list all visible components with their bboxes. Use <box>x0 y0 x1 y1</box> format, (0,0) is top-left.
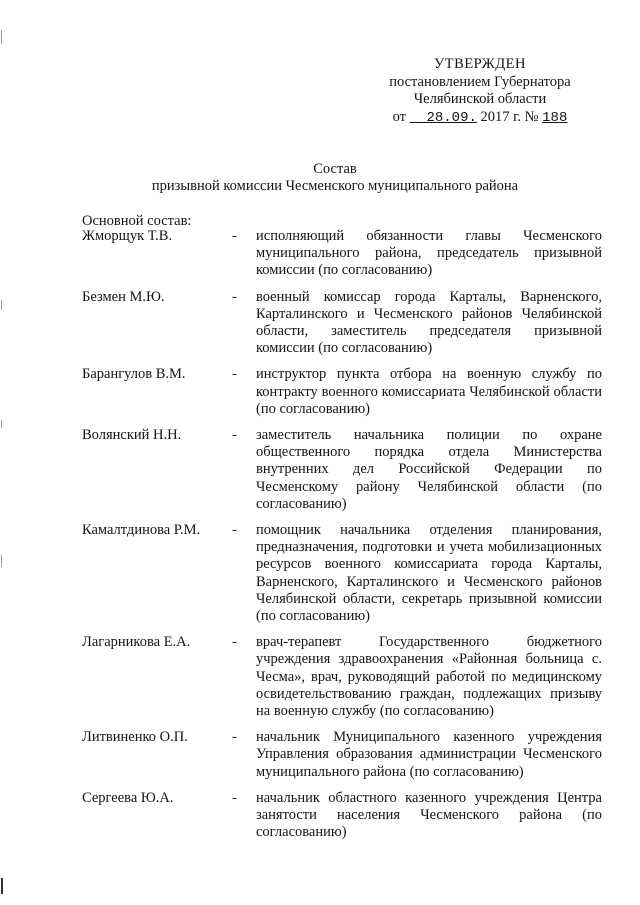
members-list <box>82 228 602 851</box>
member-row <box>82 427 602 513</box>
member-description: начальник Муниципального казенного учреждения Управления образования администрации Чесменского муниципального района (по согласованию) <box>256 729 602 780</box>
member-row <box>82 228 602 280</box>
member-name: Камалтдинова Р.М. <box>82 522 201 539</box>
member-dash: - <box>232 366 237 383</box>
approval-number: 188 <box>542 109 568 126</box>
approval-prefix: от <box>392 108 407 125</box>
member-description: помощник начальника отделения планирования, предназначения, подготовки и учета мобилизационных ресурсов военного комиссариата города Карталы, Варненского, Карталинского и Чесменского районов Челябинской области, секретарь призывной комиссии (по согласованию) <box>256 522 602 625</box>
member-name: Жморщук Т.В. <box>82 228 173 244</box>
member-name: Литвиненко О.П. <box>82 729 188 746</box>
member-dash: - <box>232 228 237 244</box>
scan-artifact <box>1 555 2 567</box>
heading-line-2: призывной комиссии Чесменского муниципального района <box>151 178 519 194</box>
member-name: Лагарникова Е.А. <box>82 634 191 651</box>
approval-line-2: Челябинской области <box>413 91 547 107</box>
member-name: Волянский Н.Н. <box>82 427 182 444</box>
member-description: военный комиссар города Карталы, Варненского, Карталинского и Чесменского районов Челябинской области, заместитель председателя призывной комиссии (по согласованию) <box>256 288 602 357</box>
member-row <box>82 790 602 842</box>
member-row <box>82 729 602 781</box>
document-heading <box>100 161 570 195</box>
member-row <box>82 289 602 358</box>
member-row <box>82 522 602 625</box>
approval-line-1: постановлением Губернатора <box>389 73 571 90</box>
member-dash: - <box>232 634 237 651</box>
member-dash: - <box>232 522 237 539</box>
member-name: Безмен М.Ю. <box>82 288 165 305</box>
member-name: Барангулов В.М. <box>82 366 186 383</box>
heading-line-1: Состав <box>313 161 357 177</box>
member-description: начальник областного казенного учреждения Центра занятости населения Чесменского района (по согласованию) <box>256 789 602 841</box>
scan-artifact <box>1 300 2 310</box>
member-dash: - <box>232 288 237 305</box>
scan-artifact <box>1 30 2 44</box>
member-description: заместитель начальника полиции по охране общественного порядка отдела Министерства внутренних дел Российской Федерации по Чесменскому району Челябинской области (по согласованию) <box>256 427 602 512</box>
approval-stamp <box>360 56 600 127</box>
section-label: Основной состав: <box>82 213 192 229</box>
approval-year: 2017 г. № <box>476 108 543 125</box>
scan-artifact <box>1 420 2 428</box>
member-dash: - <box>232 427 237 444</box>
member-row <box>82 366 602 418</box>
member-dash: - <box>232 789 237 806</box>
approval-date-line <box>360 109 600 128</box>
member-description: инструктор пункта отбора на военную службу по контракту военного комиссариата Челябинской области (по согласованию) <box>256 366 602 417</box>
member-name: Сергеева Ю.А. <box>82 789 174 806</box>
member-dash: - <box>232 729 237 746</box>
member-row <box>82 634 602 720</box>
scan-artifact <box>1 878 3 894</box>
member-description: врач-терапевт Государственного бюджетного учреждения здравоохранения «Районная больница с. Чесма», врач, руководящий работой по медицинскому освидетельствованию граждан, подлежащих призыву на военную службу (по согласованию) <box>256 634 602 720</box>
approval-date: __28.09. <box>409 109 477 126</box>
approval-title: УТВЕРЖДЕН <box>434 56 526 72</box>
member-description: исполняющий обязанности главы Чесменского муниципального района, председатель призывной комиссии (по согласованию) <box>256 228 602 279</box>
